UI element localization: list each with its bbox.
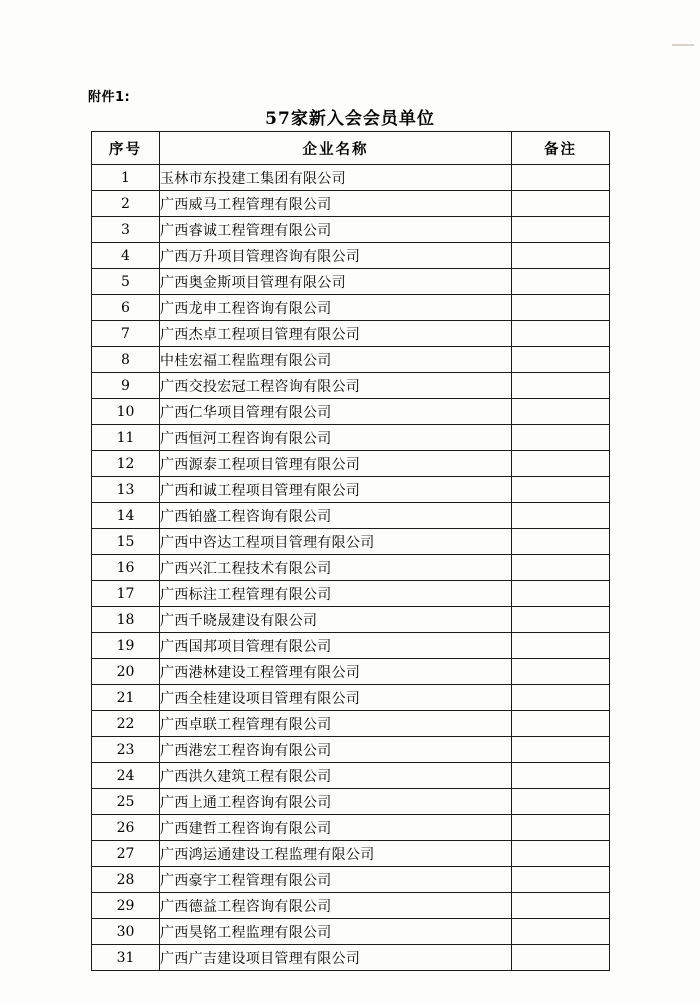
cell-company-name: 广西千晓晟建设有限公司	[160, 607, 512, 633]
cell-note	[512, 711, 610, 737]
cell-note	[512, 425, 610, 451]
table-row	[92, 815, 610, 841]
cell-company-name: 广西德益工程咨询有限公司	[160, 893, 512, 919]
table-row	[92, 867, 610, 893]
cell-index: 23	[92, 737, 160, 763]
cell-company-name: 广西铂盛工程咨询有限公司	[160, 503, 512, 529]
cell-company-name: 广西威马工程管理有限公司	[160, 191, 512, 217]
member-units-table	[91, 131, 610, 971]
cell-index: 20	[92, 659, 160, 685]
cell-note	[512, 503, 610, 529]
cell-company-name: 广西中咨达工程项目管理有限公司	[160, 529, 512, 555]
cell-company-name: 广西国邦项目管理有限公司	[160, 633, 512, 659]
table-row	[92, 503, 610, 529]
table-row	[92, 477, 610, 503]
cell-index: 13	[92, 477, 160, 503]
cell-note	[512, 789, 610, 815]
cell-index: 29	[92, 893, 160, 919]
cell-company-name: 广西恒河工程咨询有限公司	[160, 425, 512, 451]
cell-note	[512, 399, 610, 425]
cell-note	[512, 841, 610, 867]
cell-note	[512, 295, 610, 321]
page-title: 57家新入会会员单位	[265, 109, 435, 129]
cell-company-name: 广西港宏工程咨询有限公司	[160, 737, 512, 763]
cell-company-name: 广西港林建设工程管理有限公司	[160, 659, 512, 685]
cell-index: 12	[92, 451, 160, 477]
cell-note	[512, 867, 610, 893]
table-row	[92, 243, 610, 269]
cell-note	[512, 373, 610, 399]
table-row	[92, 581, 610, 607]
table-row	[92, 399, 610, 425]
cell-index: 2	[92, 191, 160, 217]
cell-company-name: 广西建哲工程咨询有限公司	[160, 815, 512, 841]
cell-company-name: 广西标注工程管理有限公司	[160, 581, 512, 607]
cell-note	[512, 191, 610, 217]
cell-index: 16	[92, 555, 160, 581]
cell-index: 19	[92, 633, 160, 659]
column-header-index: 序号	[92, 132, 160, 165]
cell-index: 8	[92, 347, 160, 373]
cell-company-name: 广西睿诚工程管理有限公司	[160, 217, 512, 243]
page-edge-mark	[672, 44, 694, 46]
cell-index: 6	[92, 295, 160, 321]
cell-index: 18	[92, 607, 160, 633]
cell-index: 22	[92, 711, 160, 737]
cell-note	[512, 659, 610, 685]
cell-index: 15	[92, 529, 160, 555]
cell-company-name: 广西和诚工程项目管理有限公司	[160, 477, 512, 503]
cell-company-name: 广西豪宇工程管理有限公司	[160, 867, 512, 893]
table-row	[92, 347, 610, 373]
cell-index: 21	[92, 685, 160, 711]
table-row	[92, 685, 610, 711]
cell-note	[512, 919, 610, 945]
cell-index: 30	[92, 919, 160, 945]
cell-company-name: 中桂宏福工程监理有限公司	[160, 347, 512, 373]
cell-index: 26	[92, 815, 160, 841]
cell-index: 9	[92, 373, 160, 399]
cell-index: 4	[92, 243, 160, 269]
cell-note	[512, 555, 610, 581]
cell-note	[512, 451, 610, 477]
cell-note	[512, 217, 610, 243]
table-row	[92, 555, 610, 581]
table-row	[92, 607, 610, 633]
cell-note	[512, 477, 610, 503]
table-row	[92, 945, 610, 971]
cell-company-name: 广西鸿运通建设工程监理有限公司	[160, 841, 512, 867]
cell-note	[512, 633, 610, 659]
table-row	[92, 373, 610, 399]
table-row	[92, 711, 610, 737]
cell-company-name: 广西上通工程咨询有限公司	[160, 789, 512, 815]
cell-company-name: 玉林市东投建工集团有限公司	[160, 165, 512, 191]
cell-index: 31	[92, 945, 160, 971]
table-row	[92, 217, 610, 243]
cell-index: 3	[92, 217, 160, 243]
cell-note	[512, 815, 610, 841]
attachment-label: 附件1:	[88, 90, 131, 105]
cell-index: 27	[92, 841, 160, 867]
cell-index: 10	[92, 399, 160, 425]
table-row	[92, 893, 610, 919]
cell-index: 11	[92, 425, 160, 451]
cell-company-name: 广西洪久建筑工程有限公司	[160, 763, 512, 789]
cell-company-name: 广西昊铭工程监理有限公司	[160, 919, 512, 945]
table-row	[92, 321, 610, 347]
table-row	[92, 659, 610, 685]
cell-company-name: 广西源泰工程项目管理有限公司	[160, 451, 512, 477]
cell-note	[512, 685, 610, 711]
table-header-row	[92, 132, 610, 165]
table-row	[92, 633, 610, 659]
cell-note	[512, 243, 610, 269]
cell-index: 7	[92, 321, 160, 347]
cell-company-name: 广西卓联工程管理有限公司	[160, 711, 512, 737]
column-header-company-name: 企业名称	[160, 132, 512, 165]
table-row	[92, 269, 610, 295]
cell-note	[512, 737, 610, 763]
cell-note	[512, 269, 610, 295]
cell-note	[512, 763, 610, 789]
cell-company-name: 广西奥金斯项目管理有限公司	[160, 269, 512, 295]
table-row	[92, 529, 610, 555]
table-row	[92, 165, 610, 191]
table-row	[92, 191, 610, 217]
cell-company-name: 广西杰卓工程项目管理有限公司	[160, 321, 512, 347]
cell-company-name: 广西仁华项目管理有限公司	[160, 399, 512, 425]
cell-note	[512, 347, 610, 373]
cell-company-name: 广西交投宏冠工程咨询有限公司	[160, 373, 512, 399]
table-row	[92, 737, 610, 763]
table-row	[92, 295, 610, 321]
table-row	[92, 425, 610, 451]
cell-index: 17	[92, 581, 160, 607]
cell-note	[512, 581, 610, 607]
cell-company-name: 广西全桂建设项目管理有限公司	[160, 685, 512, 711]
cell-index: 14	[92, 503, 160, 529]
table-row	[92, 763, 610, 789]
cell-note	[512, 529, 610, 555]
cell-company-name: 广西兴汇工程技术有限公司	[160, 555, 512, 581]
column-header-note: 备注	[512, 132, 610, 165]
cell-note	[512, 607, 610, 633]
cell-note	[512, 321, 610, 347]
cell-index: 25	[92, 789, 160, 815]
cell-note	[512, 165, 610, 191]
table-row	[92, 451, 610, 477]
table-row	[92, 841, 610, 867]
cell-company-name: 广西龙申工程咨询有限公司	[160, 295, 512, 321]
cell-note	[512, 945, 610, 971]
cell-note	[512, 893, 610, 919]
table-row	[92, 789, 610, 815]
cell-index: 1	[92, 165, 160, 191]
cell-index: 24	[92, 763, 160, 789]
cell-index: 5	[92, 269, 160, 295]
cell-company-name: 广西万升项目管理咨询有限公司	[160, 243, 512, 269]
cell-index: 28	[92, 867, 160, 893]
cell-company-name: 广西广吉建设项目管理有限公司	[160, 945, 512, 971]
table-row	[92, 919, 610, 945]
